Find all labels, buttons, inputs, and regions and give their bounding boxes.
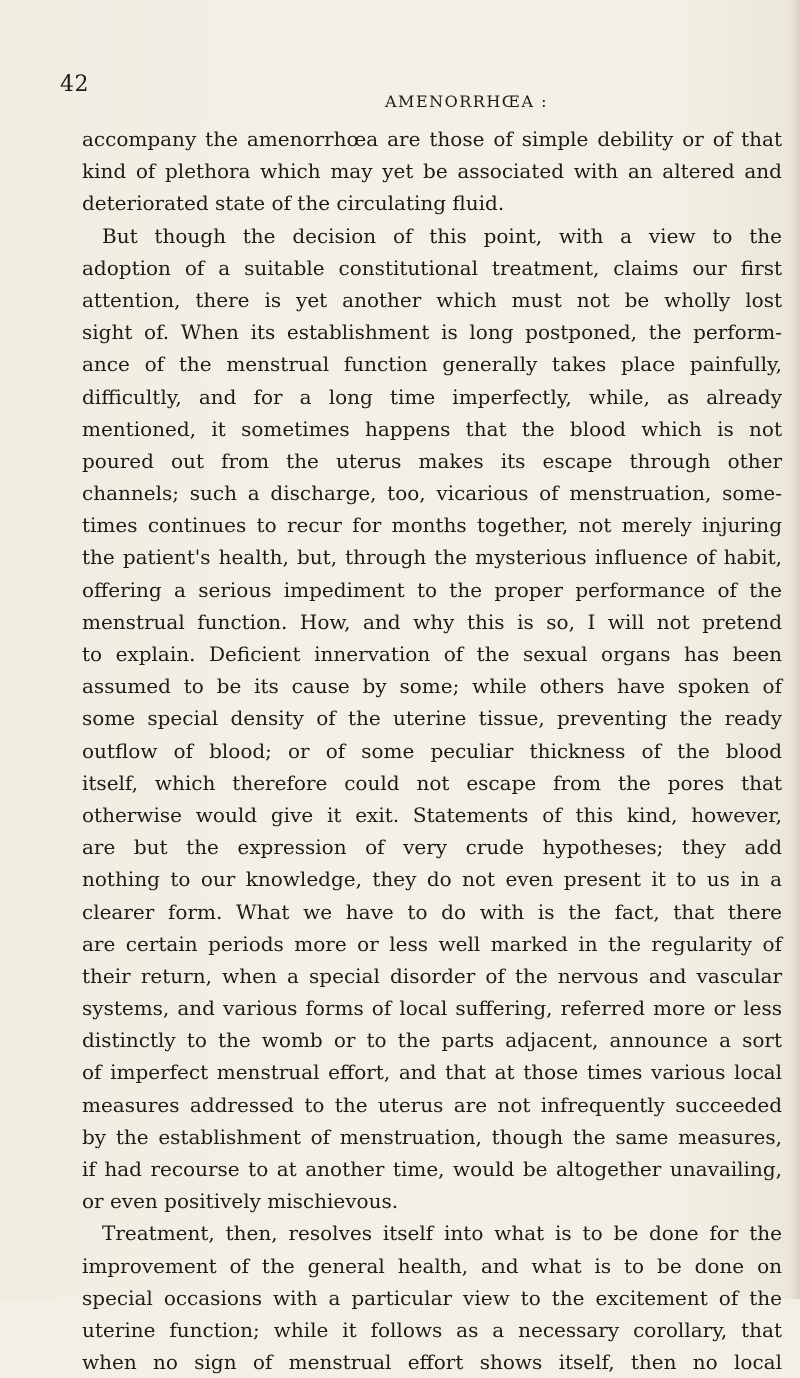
text-line: times continues to recur for months together, not merely injuring bbox=[82, 513, 782, 538]
text-line: outflow of blood; or of some peculiar thickness of the blood bbox=[82, 738, 782, 763]
text-line: systems, and various forms of local suffering, referred more or less bbox=[82, 996, 782, 1021]
text-line: adoption of a suitable constitutional treatment, claims our first bbox=[82, 255, 782, 280]
text-line: special occasions with a particular view to the excitement of the bbox=[82, 1285, 782, 1310]
text-line: if had recourse to at another time, would be altogether unavailing, bbox=[82, 1157, 782, 1181]
text-line: ance of the menstrual function generally takes place painfully, bbox=[82, 352, 782, 377]
text-line: the patient's health, but, through the mysterious influence of habit, bbox=[82, 545, 782, 570]
text-line: menstrual function. How, and why this is so, I will not pretend bbox=[82, 609, 782, 634]
text-line: deteriorated state of the circulating fluid. bbox=[82, 191, 505, 216]
text-line: kind of plethora which may yet be associated with an altered and bbox=[82, 159, 782, 184]
text-line: poured out from the uterus makes its escape through other bbox=[82, 448, 782, 473]
text-line: difficultly, and for a long time imperfectly, while, as already bbox=[82, 384, 782, 409]
text-line: measures addressed to the uterus are not infrequently succeeded bbox=[82, 1092, 782, 1117]
text-line: improvement of the general health, and what is to be done on bbox=[82, 1253, 782, 1278]
text-line: are certain periods more or less well marked in the regularity of bbox=[82, 931, 782, 956]
text-line: or even positively mischievous. bbox=[82, 1189, 399, 1214]
text-line: accompany the amenorrhœa are those of simple debility or of that bbox=[82, 127, 782, 151]
text-line: some special density of the uterine tissue, preventing the ready bbox=[82, 706, 782, 731]
text-line: clearer form. What we have to do with is the fact, that there bbox=[82, 899, 782, 924]
text-line: by the establishment of menstruation, though the same measures, bbox=[82, 1124, 782, 1149]
text-line: Treatment, then, resolves itself into what is to be done for the bbox=[102, 1221, 782, 1246]
page-number: 42 bbox=[60, 72, 89, 97]
running-head: AMENORRHŒA : bbox=[385, 92, 549, 111]
text-line: otherwise would give it exit. Statements of this kind, however, bbox=[82, 802, 782, 827]
text-line: of imperfect menstrual effort, and that at those times various local bbox=[82, 1060, 782, 1085]
text-line: nothing to our knowledge, they do not even present it to us in a bbox=[82, 867, 782, 892]
text-line: channels; such a discharge, too, vicarious of menstruation, some- bbox=[82, 481, 782, 506]
text-line: attention, there is yet another which must not be wholly lost bbox=[82, 287, 782, 312]
text-line: assumed to be its cause by some; while others have spoken of bbox=[82, 674, 782, 699]
text-line: uterine function; while it follows as a necessary corollary, that bbox=[82, 1317, 782, 1342]
text-line: distinctly to the womb or to the parts adjacent, announce a sort bbox=[82, 1028, 782, 1053]
text-line: offering a serious impediment to the proper performance of the bbox=[82, 577, 782, 602]
text-line: are but the expression of very crude hypotheses; they add bbox=[82, 835, 782, 860]
text-line: their return, when a special disorder of the nervous and vascular bbox=[82, 963, 782, 988]
text-line: mentioned, it sometimes happens that the blood which is not bbox=[82, 416, 782, 441]
text-line: when no sign of menstrual effort shows itself, then no local bbox=[82, 1350, 782, 1375]
text-line: But though the decision of this point, with a view to the bbox=[102, 223, 782, 248]
text-line: to explain. Deficient innervation of the sexual organs has been bbox=[82, 642, 782, 666]
text-line: itself, which therefore could not escape from the pores that bbox=[82, 770, 782, 795]
body-text bbox=[82, 123, 782, 1378]
page-edge-shadow bbox=[790, 0, 800, 1299]
text-line: sight of. When its establishment is long postponed, the perform- bbox=[82, 320, 782, 345]
